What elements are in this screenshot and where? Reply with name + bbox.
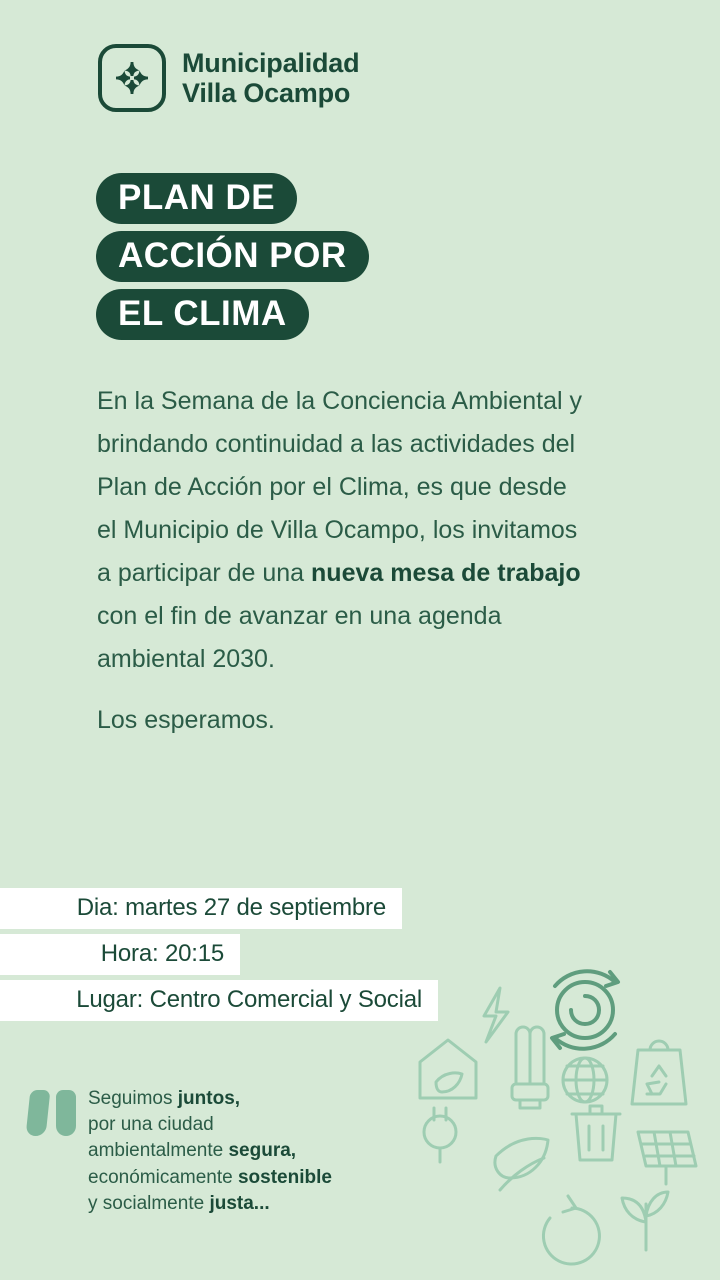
detail-bar-lugar xyxy=(0,980,438,1021)
tree-icon xyxy=(622,1192,668,1250)
slogan-line1-plain: Seguimos xyxy=(88,1088,178,1109)
body-copy xyxy=(97,380,587,760)
title-line-2: ACCIÓN POR xyxy=(96,231,369,282)
slogan-line-5 xyxy=(88,1191,332,1217)
solar-panel-icon xyxy=(638,1132,696,1184)
municipality-leaf-icon xyxy=(98,44,166,112)
title-line-3: EL CLIMA xyxy=(96,289,309,340)
trash-bin-icon xyxy=(572,1106,620,1160)
body-p1-part1: En la Semana de la Conciencia Ambiental y brindando continuidad a las actividades del Plan de Acción por el Clima, es que desde el Municipio de Villa Ocampo, los invitamos a participar de una xyxy=(97,387,583,587)
event-details xyxy=(0,888,720,1026)
brand-name xyxy=(182,48,359,108)
detail-label-hora: Hora: xyxy=(100,940,159,968)
detail-value-hora: 20:15 xyxy=(164,940,224,968)
slogan-line1-bold: juntos, xyxy=(177,1088,241,1109)
slogan-text xyxy=(88,1086,332,1217)
title-line-1: PLAN DE xyxy=(96,173,297,224)
house-leaf-icon xyxy=(420,1040,476,1098)
detail-row-hora xyxy=(0,934,720,975)
body-paragraph-1 xyxy=(97,380,587,681)
quote-icon xyxy=(28,1090,76,1136)
detail-row-lugar xyxy=(0,980,720,1021)
slogan-line4-plain: económicamente xyxy=(88,1166,238,1188)
slogan-line4-bold: sostenible xyxy=(237,1166,332,1188)
detail-label-dia: Dia: xyxy=(76,894,119,921)
slogan-line3-bold: segura, xyxy=(228,1140,297,1162)
slogan-line-2: por una ciudad xyxy=(88,1114,214,1136)
slogan-line-3 xyxy=(88,1138,332,1164)
slogan-block xyxy=(28,1086,332,1217)
detail-label-lugar: Lugar: xyxy=(76,986,144,1014)
detail-value-dia: martes 27 de septiembre xyxy=(125,894,386,921)
body-p1-part2: con el fin de avanzar en una agenda ambiental 2030. xyxy=(97,602,502,673)
brand-header xyxy=(98,44,359,112)
slogan-line3-plain: ambientalmente xyxy=(88,1140,229,1162)
slogan-line-4 xyxy=(88,1165,332,1191)
slogan-line5-plain: y socialmente xyxy=(88,1192,210,1214)
recycle-arrows-icon xyxy=(543,1196,599,1264)
detail-row-dia xyxy=(0,888,720,929)
globe-icon xyxy=(563,1058,607,1102)
body-paragraph-2: Los esperamos. xyxy=(97,706,275,734)
brand-name-line1: Municipalidad xyxy=(182,47,360,78)
detail-bar-hora xyxy=(0,934,240,975)
detail-value-lugar: Centro Comercial y Social xyxy=(149,986,422,1014)
brand-name-line2: Villa Ocampo xyxy=(182,78,351,108)
leaf-icon xyxy=(495,1138,548,1190)
slogan-line5-bold: justa... xyxy=(209,1192,270,1214)
shopping-bag-recycle-icon xyxy=(632,1041,686,1104)
page-title xyxy=(96,173,369,340)
cfl-bulb-icon xyxy=(512,1027,548,1108)
slogan-line-1 xyxy=(88,1086,332,1112)
plug-icon xyxy=(424,1108,456,1162)
body-p1-bold: nueva mesa de trabajo xyxy=(311,559,581,587)
detail-bar-dia xyxy=(0,888,402,929)
